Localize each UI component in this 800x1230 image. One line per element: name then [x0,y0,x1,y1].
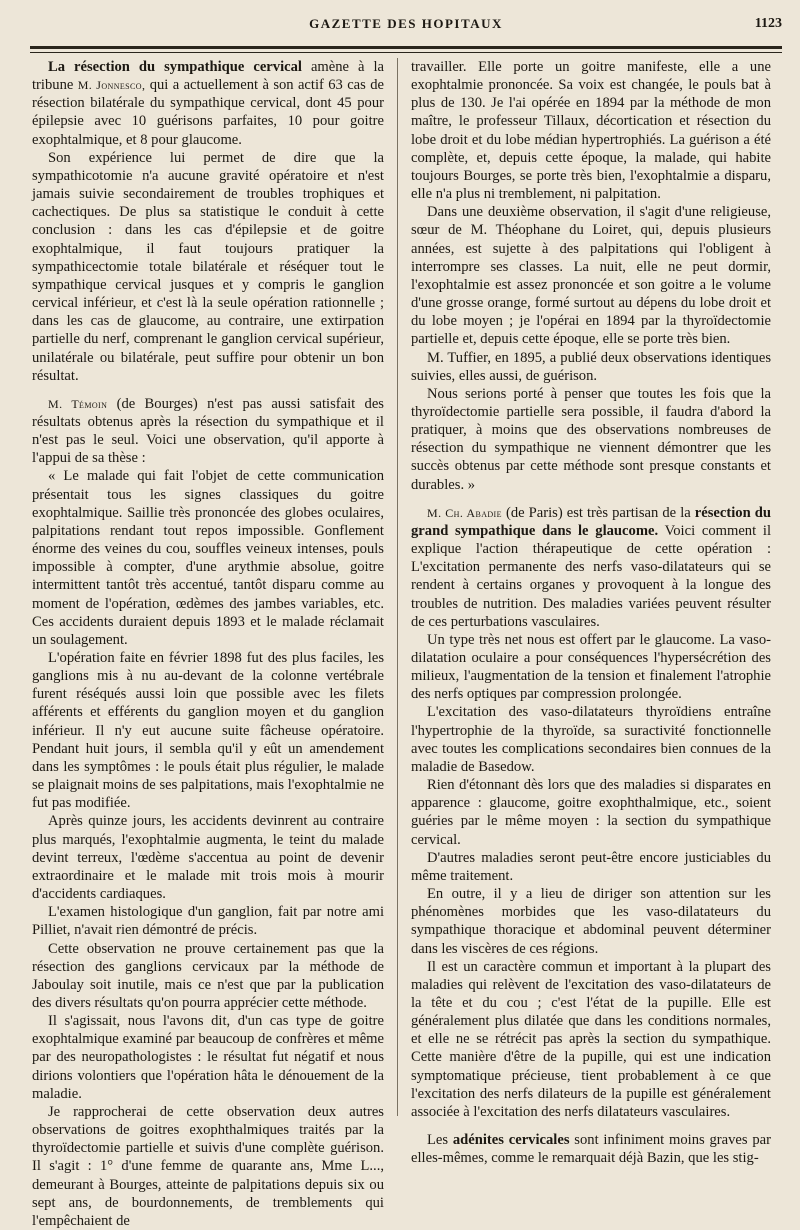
paragraph: Dans une deuxième observation, il s'agit d'une religieuse, sœur de M. Théophane du Loiret, qui, depuis plusieurs années, est sujette à des palpitations qui l'obligent à interrompre ses classes. La nuit, elle ne peut dormir, l'exophtalmie est assez prononcée et son goitre a le volume d'une grosse orange, formé surtout au dépens du lobe droit et du lobe moyen ; je l'opérai en 1894 par la thyroïdectomie partielle et, depuis cette époque, elle se porte très bien. [411,204,771,348]
paragraph: D'autres maladies seront peut-être encore justiciables du même traitement. [411,849,771,884]
paragraph: Son expérience lui permet de dire que la sympathicotomie n'a aucune gravité opératoire et n'est jamais suivie secondairement de troubles trophiques et cachectiques. De plus sa statistique le conduit à cette conclusion : dans les cas d'épilepsie et de goitre exophtalmique, il faut toujours pratiquer la sympathicectomie totale bilatérale et réséquer tout le sympathique cervical jusques et y compris le ganglion cervical inférieur, et c'est là la seule opération rationnelle ; dans les cas de glaucome, au contraire, une extirpation partielle du nerf, comprenant le ganglion cervical supérieur, unilatérale ou bilatérale, peut suffire pour obtenir un bon résultat. [32,149,384,384]
page-header [30,14,782,36]
author-name: M. Ch. Abadie [427,505,502,520]
paragraph: Après quinze jours, les accidents devinrent au contraire plus marqués, l'exophtalmie augmenta, le teint du malade devint terreux, l'œdème s'accentua au point de devenir extraordinaire et le malade mit trois mois à mourir d'accidents cardiaques. [32,813,384,903]
paragraph [411,1131,771,1167]
section-heading: La résection du sympathique cervical [48,59,302,75]
bold-topic: résection du grand sympathique dans le glaucome. [411,504,771,539]
text-run: qui a actuellement à son actif 63 cas de résection bilatérale du sympathique cervical, dont 45 pour épilepsie avec 10 guérisons parfaites, 10 pour goitre exophtalmique, et 8 pour glaucome. [32,77,384,148]
right-column [411,58,771,1167]
paragraph [32,58,384,149]
text-run: Les [427,1132,453,1149]
text-run: (de Bourges) n'est pas aussi satisfait des résultats obtenus après la résection du sympathique et il n'est pas le seul. Voici une observation, qu'il apporte à l'appui de sa thèse : [32,395,384,467]
paragraph: Un type très net nous est offert par le glaucome. La vaso-dilatation oculaire a pour conséquences l'hypersécrétion des milieux, l'augmentation de la tension et finalement l'atrophie des nerfs optiques par compression prolongée. [411,631,771,703]
paragraph: travailler. Elle porte un goitre manifeste, elle a une exophtalmie prononcée. Sa voix est changée, le pouls bat à plus de 130. Je l'ai opérée en 1894 par la méthode de mon maître, le professeur Tillaux, décortication et résection du lobe droit et du lobe médian hypertrophiés. La guérison a été complète, et, depuis cette époque, la malade, qui habite toujours Bourges, se porte très bien, l'exophtalmie a disparu, elle n'a plus ni tremblement, ni palpitation. [411,59,771,203]
paragraph: L'opération faite en février 1898 fut des plus faciles, les ganglions mis à nu au-devant de la colonne vertébrale furent réséqués aussi loin que possible avec les filets afférents et efférents du ganglion moyen et du ganglion inférieur. Il n'y eut aucune suite fâcheuse opératoire. Pendant huit jours, il sembla qu'il y eût un amendement dans les symptômes : le pouls était plus régulier, le malade se plaignait moins de ses palpitations, mais l'exophtalmie ne fut pas modifiée. [32,650,384,812]
left-column [32,58,384,1230]
running-title: GAZETTE DES HOPITAUX [309,16,503,31]
paragraph [32,395,384,468]
column-divider [397,58,398,1116]
bold-topic: adénites cervicales [452,1132,570,1149]
paragraph: Cette observation ne prouve certainement pas que la résection des ganglions cervicaux par la méthode de Jaboulay soit inutile, mais ce n'est que par la publication des divers résultats qu'on pourra apprécier cette méthode. [32,940,384,1011]
text-run: (de Paris) est très partisan de la [501,504,695,521]
page-number: 1123 [754,16,782,31]
author-name: M. Témoin [48,396,108,411]
paragraph [411,504,771,631]
author-name: M. Jonnesco, [77,78,146,93]
paragraph: M. Tuffier, en 1895, a publié deux observations identiques suivies, elles aussi, de guérison. [411,349,771,384]
paragraph: Rien d'étonnant dès lors que des maladies si disparates en apparence : glaucome, goitre exophthalmique, etc., soient guéries par le même moyen : la section du sympathique cervical. [411,777,771,848]
paragraph: Il est un caractère commun et important à la plupart des maladies qui relèvent de l'excitation des vaso-dilatateurs de la tête et du cou ; c'est l'état de la pupille. Elle est généralement plus dilatée que dans les conditions normales, et elle ne se rétrécit pas après la section du sympathique. Cette manière d'être de la pupille, qui est une indication symptomatique précieuse, tient probablement à ce que l'excitation des nerfs dilateurs de la pupille est généralement associée à l'excitation des nerfs dilatateurs vasculaires. [411,958,771,1120]
paragraph: L'excitation des vaso-dilatateurs thyroïdiens entraîne l'hypertrophie de la thyroïde, sa suractivité fonctionnelle avec toutes les complications secondaires bien connues de la maladie de Basedow. [411,704,771,775]
paragraph: L'examen histologique d'un ganglion, fait par notre ami Pilliet, n'avait rien démontré de précis. [32,904,384,939]
text-run: amène à la tribune [32,59,384,94]
header-rule-thick [30,46,782,49]
paragraph: Nous serions porté à penser que toutes les fois que la thyroïdectomie partielle sera possible, il faudra d'abord la pratiquer, à moins que des observations nombreuses de résection du sympathique ne viennent démontrer que les succès obtenus par cette méthode sont presque constants et durables. » [411,385,771,493]
paragraph: Je rapprocherai de cette observation deux autres observations de goitres exophthalmiques traités par la thyroïdectomie partielle et suivis d'une complète guérison. Il s'agit : 1° d'une femme de quarante ans, Mme L..., demeurant à Bourges, atteinte de palpitations depuis six ou sept ans, de bourdonnements, de tremblements qui l'empêchaient de [32,1103,384,1229]
header-rule-thin [30,52,782,53]
text-run: sont infiniment moins graves par elles-mêmes, comme le remarquait déjà Bazin, que les stig- [411,1132,771,1167]
text-run: Voici comment il explique l'action thérapeutique de cette opération : L'excitation permanente des nerfs vaso-dilatateurs qui se rendent à certains organes y provoquent à la longue des troubles de nutrition. Des maladies variées peuvent résulter de ces perturbations vasculaires. [411,522,772,630]
paragraph: « Le malade qui fait l'objet de cette communication présentait tous les signes classiques du goitre exophtalmique. Saillie très prononcée des globes oculaires, palpitations rendant tout repos impossible. Gonflement énorme des veines du cou, souffles veineux intenses, pouls impossible à compter, d'une arythmie absolue, goitre intermittent tantôt très accentué, tantôt disparu comme au moment de l'opération, œdèmes des jambes variables, etc. Ces accidents duraient depuis 1893 et le malade réclamait un soulagement. [32,468,384,648]
paragraph: En outre, il y a lieu de diriger son attention sur les phénomènes morbides que les vaso-dilatateurs du sympathique thoracique et abdominal peuvent déterminer dans les viscères de ces régions. [411,886,771,957]
paragraph: Il s'agissait, nous l'avons dit, d'un cas type de goitre exophtalmique examiné par beaucoup de confrères et même par des neuropathologistes : le résultat fut négatif et nous dirions volontiers que l'opération hâta le dénouement de la maladie. [32,1013,384,1102]
